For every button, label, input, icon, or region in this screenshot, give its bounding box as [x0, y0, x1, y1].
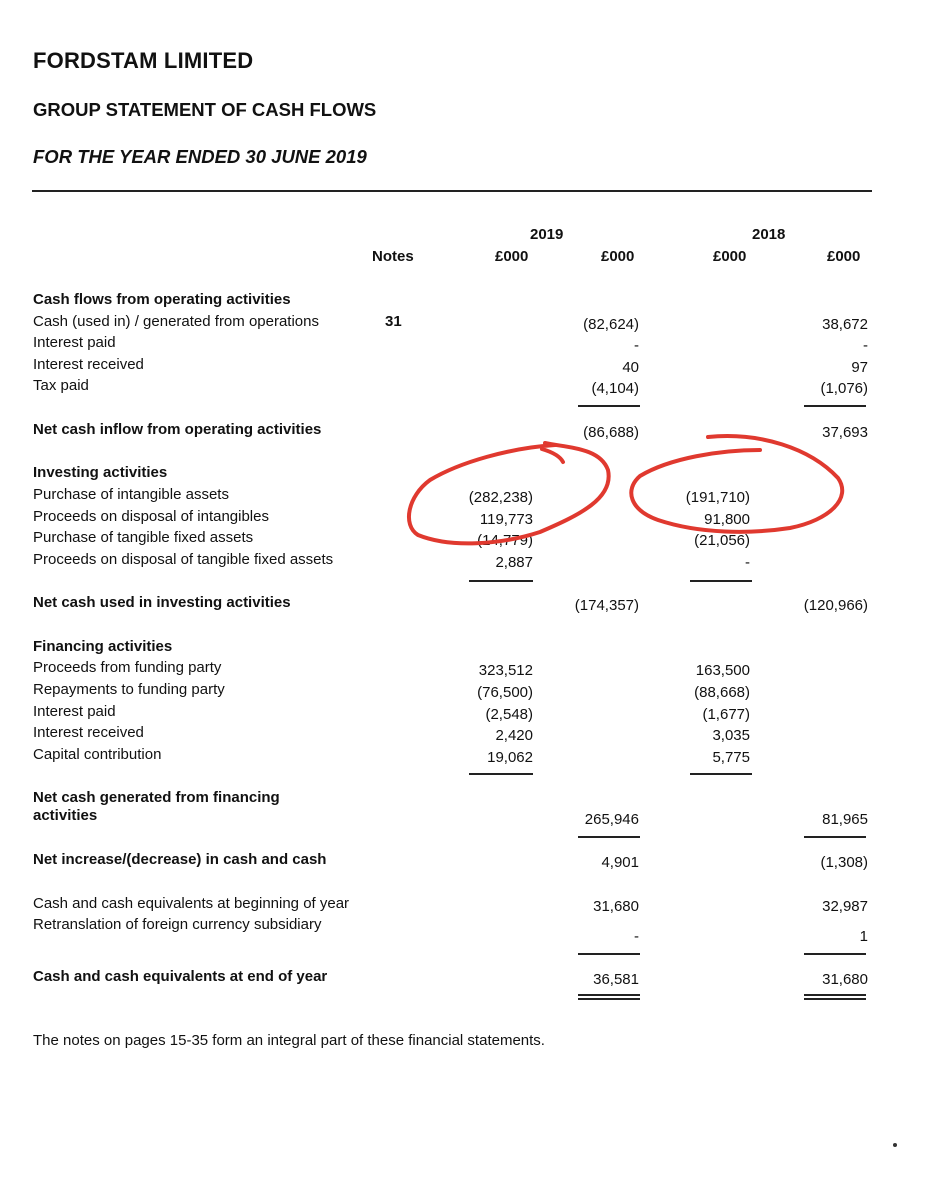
net-change-label: Net increase/(decrease) in cash and cash: [33, 851, 327, 868]
op-row-1-2018: 38,672: [822, 316, 868, 333]
op-row-1-label: Cash (used in) / generated from operations: [33, 313, 319, 330]
op-row-4-label: Tax paid: [33, 377, 89, 394]
fin-row-5-2018: 5,775: [712, 749, 750, 766]
fin-row-1-2019: 323,512: [478, 662, 533, 679]
unit-2018-a: £000: [713, 248, 747, 265]
investing-total-2018: (120,966): [803, 597, 868, 614]
op-row-1-note: 31: [385, 313, 402, 330]
fin-row-3-2018: (1,677): [702, 706, 750, 723]
inv-subtotal-line-2019: [469, 580, 533, 582]
inv-row-3-label: Purchase of tangible fixed assets: [33, 529, 254, 546]
fin-row-4-2018: 3,035: [712, 727, 750, 744]
inv-row-1-2018: (191,710): [685, 489, 750, 506]
op-subtotal-line-2019: [578, 405, 640, 407]
operating-total-label: Net cash inflow from operating activities: [33, 421, 322, 438]
fin-row-5-2019: 19,062: [487, 749, 533, 766]
beginning-2019: 31,680: [593, 898, 639, 915]
fin-subtotal-line-2018: [690, 773, 752, 775]
fin-row-4-2019: 2,420: [495, 727, 533, 744]
inv-row-3-2019: (14,779): [477, 532, 533, 549]
op-row-3-label: Interest received: [33, 356, 144, 373]
ending-dbl-line-2019-b: [578, 998, 640, 1000]
fin-row-4-label: Interest received: [33, 724, 144, 741]
header-divider: [32, 190, 872, 192]
notes-heading: Notes: [372, 248, 414, 265]
financing-total-2018: 81,965: [822, 811, 868, 828]
investing-total-label: Net cash used in investing activities: [33, 594, 291, 611]
inv-row-3-2018: (21,056): [694, 532, 750, 549]
unit-2019-b: £000: [601, 248, 635, 265]
op-row-1-2019: (82,624): [583, 316, 639, 333]
company-name: FORDSTAM LIMITED: [33, 48, 254, 73]
op-row-3-2019: 40: [622, 359, 639, 376]
fin-subtotal-line-2019: [469, 773, 533, 775]
ending-dbl-line-2019-a: [578, 994, 640, 996]
inv-row-1-label: Purchase of intangible assets: [33, 486, 229, 503]
operating-total-2018: 37,693: [822, 424, 868, 441]
retranslation-label: Retranslation of foreign currency subsidiary: [33, 916, 322, 933]
financing-total-label-2: activities: [33, 807, 98, 824]
beginning-label: Cash and cash equivalents at beginning of year: [33, 895, 350, 912]
ending-label: Cash and cash equivalents at end of year: [33, 968, 328, 985]
period-title: FOR THE YEAR ENDED 30 JUNE 2019: [33, 146, 367, 167]
financing-total-2019: 265,946: [584, 811, 639, 828]
fin-row-1-2018: 163,500: [695, 662, 750, 679]
op-row-3-2018: 97: [851, 359, 868, 376]
inv-row-4-2019: 2,887: [495, 554, 533, 571]
operating-total-2019: (86,688): [583, 424, 639, 441]
ending-2018: 31,680: [822, 971, 868, 988]
fin-row-3-label: Interest paid: [33, 703, 116, 720]
ending-dbl-line-2018-b: [804, 998, 866, 1000]
financing-heading: Financing activities: [33, 638, 173, 655]
inv-row-4-label: Proceeds on disposal of tangible fixed assets: [33, 551, 334, 568]
beginning-2018: 32,987: [822, 898, 868, 915]
operating-heading: Cash flows from operating activities: [33, 291, 291, 308]
footer-note: The notes on pages 15-35 form an integral part of these financial statements.: [33, 1032, 545, 1049]
year-2019-heading: 2019: [530, 226, 564, 243]
fin-row-2-2019: (76,500): [477, 684, 533, 701]
fin-row-5-label: Capital contribution: [33, 746, 162, 763]
statement-title: GROUP STATEMENT OF CASH FLOWS: [33, 99, 377, 120]
inv-row-4-2018: -: [745, 554, 750, 571]
ending-dbl-line-2018-a: [804, 994, 866, 996]
net-change-2018: (1,308): [820, 854, 868, 871]
investing-heading: Investing activities: [33, 464, 168, 481]
inv-row-1-2019: (282,238): [468, 489, 533, 506]
retrans-line-2018: [804, 953, 866, 955]
fin-row-1-label: Proceeds from funding party: [33, 659, 222, 676]
unit-2018-b: £000: [827, 248, 861, 265]
retrans-line-2019: [578, 953, 640, 955]
inv-subtotal-line-2018: [690, 580, 752, 582]
net-change-2019: 4,901: [601, 854, 639, 871]
stray-mark: [893, 1143, 897, 1147]
op-row-4-2018: (1,076): [820, 380, 868, 397]
year-2018-heading: 2018: [752, 226, 786, 243]
fin-row-3-2019: (2,548): [485, 706, 533, 723]
fin-row-2-2018: (88,668): [694, 684, 750, 701]
inv-row-2-label: Proceeds on disposal of intangibles: [33, 508, 269, 525]
op-subtotal-line-2018: [804, 405, 866, 407]
inv-row-2-2018: 91,800: [704, 511, 750, 528]
op-row-2-2019: -: [634, 337, 639, 354]
inv-row-2-2019: 119,773: [479, 511, 533, 528]
op-row-2-label: Interest paid: [33, 334, 116, 351]
fin-row-2-label: Repayments to funding party: [33, 681, 225, 698]
financing-total-label-1: Net cash generated from financing: [33, 789, 280, 806]
op-row-2-2018: -: [863, 337, 868, 354]
fin-total-line-2019: [578, 836, 640, 838]
investing-total-2019: (174,357): [574, 597, 639, 614]
retranslation-2018: 1: [859, 928, 868, 945]
fin-total-line-2018: [804, 836, 866, 838]
op-row-4-2019: (4,104): [591, 380, 639, 397]
ending-2019: 36,581: [593, 971, 639, 988]
retranslation-2019: -: [634, 928, 639, 945]
unit-2019-a: £000: [495, 248, 529, 265]
